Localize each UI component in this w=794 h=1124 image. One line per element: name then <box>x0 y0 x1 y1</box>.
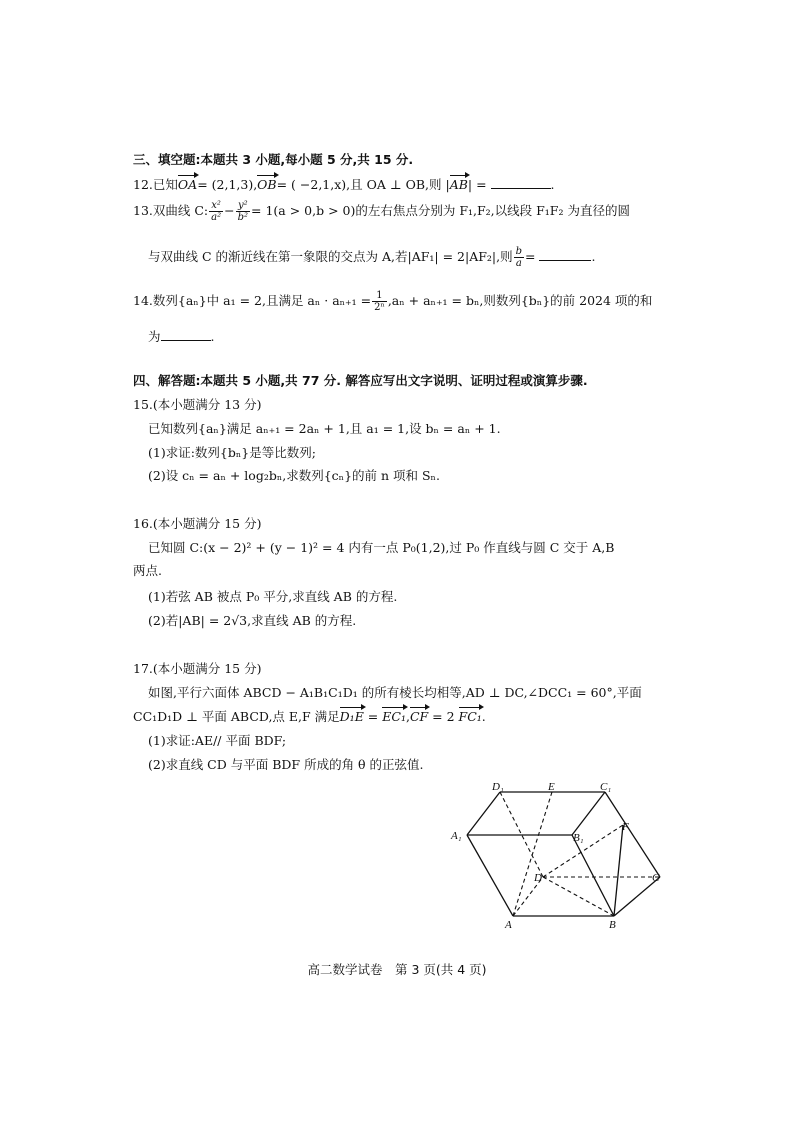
question-12 <box>133 175 555 193</box>
vector-fc1: FC₁ <box>458 709 482 724</box>
fraction-x2-a2 <box>209 200 223 223</box>
page-footer: 高二数学试卷 第 3 页(共 4 页) <box>307 962 487 977</box>
q13-a: a <box>515 258 522 269</box>
label-C1: C₁ <box>600 781 612 793</box>
q16-line-4: (2)若|AB| = 2√3,求直线 AB 的方程. <box>148 613 357 628</box>
segment-bf <box>614 825 623 916</box>
q14-line2: 为 <box>148 329 161 344</box>
label-C: C <box>652 872 660 884</box>
q12-tail: | = <box>467 177 491 192</box>
q15-title: 15.(本小题满分 13 分) <box>133 397 262 412</box>
q12-ob-value: = ( −2,1,x),且 OA ⊥ OB,则 | <box>276 177 450 192</box>
vector-cf: CF <box>409 709 429 724</box>
answer-blank-14[interactable] <box>161 339 211 341</box>
vector-ob: OB <box>257 177 277 192</box>
q12-end: . <box>550 177 555 192</box>
q14-post: ,aₙ + aₙ₊₁ = bₙ,则数列{bₙ}的前 2024 项的和 <box>387 293 653 308</box>
q17-eq2: = 2 <box>428 709 459 724</box>
question-14-line-1 <box>133 290 652 313</box>
section-4-heading: 四、解答题:本题共 5 小题,共 77 分. 解答应写出文字说明、证明过程或演算步骤. <box>133 373 588 388</box>
question-13-line-1: 13.双曲线 C: $\frac{\text{x²}}{\text{a²}}$ − $\frac{\text{y²}}{\text{b²}}$ = 1(a > 0,b > 0)的左右焦点分别为 F₁,F₂,以线段 F₁F₂ 为直径的圆 <box>133 200 630 223</box>
q13-end: . <box>591 249 596 264</box>
q17-title: 17.(本小题满分 15 分) <box>133 661 262 676</box>
label-D: D <box>534 872 542 884</box>
q17-line-2 <box>133 707 486 725</box>
q15-line-1: 已知数列{aₙ}满足 aₙ₊₁ = 2aₙ + 1,且 a₁ = 1,设 bₙ = aₙ + 1. <box>148 421 501 436</box>
vector-d1e: D₁E <box>339 709 364 724</box>
q13-b2: b² <box>237 212 249 223</box>
q12-oa-value: = (2,1,3), <box>197 177 258 192</box>
vector-ec1: EC₁ <box>382 709 406 724</box>
label-E: E <box>548 781 555 793</box>
vector-ab: AB <box>449 177 468 192</box>
edge-a1a <box>467 835 513 916</box>
q17-line-3: (1)求证:AE// 平面 BDF; <box>148 733 287 748</box>
q17-comma: , <box>405 709 410 724</box>
q14-end: . <box>210 329 215 344</box>
label-A: A <box>505 919 512 931</box>
fraction-y2-b2 <box>236 200 250 223</box>
q14-two-n: 2ⁿ <box>374 302 385 313</box>
q13-post: = 1(a > 0,b > 0)的左右焦点分别为 F₁,F₂,以线段 F₁F₂ 为直径的圆 <box>251 203 630 218</box>
q16-line-2: 两点. <box>133 563 162 578</box>
edge-d1a1 <box>467 792 500 835</box>
q15-line-2: (1)求证:数列{bₙ}是等比数列; <box>148 445 316 460</box>
label-F: F <box>622 821 629 833</box>
answer-blank-13[interactable] <box>539 259 591 261</box>
question-14-line-2 <box>148 327 215 345</box>
q16-title: 16.(本小题满分 15 分) <box>133 516 262 531</box>
label-D1: D₁ <box>492 781 504 793</box>
q12-number: 12. <box>133 177 153 192</box>
parallelepiped-figure <box>440 780 680 940</box>
fraction-b-a <box>514 246 524 269</box>
q17-line-4: (2)求直线 CD 与平面 BDF 所成的角 θ 的正弦值. <box>148 757 424 772</box>
section-3-heading: 三、填空题:本题共 3 小题,每小题 5 分,共 15 分. <box>133 152 414 167</box>
q13-y2: y² <box>236 200 250 212</box>
edge-b1c1 <box>572 792 605 835</box>
label-A1: A₁ <box>451 830 462 842</box>
label-B1: B₁ <box>573 832 584 844</box>
q14-one: 1 <box>372 290 387 302</box>
q13-x2: x² <box>209 200 223 212</box>
q14-number: 14. <box>133 293 153 308</box>
q16-line-1: 已知圆 C:(x − 2)² + (y − 1)² = 4 内有一点 P₀(1,2),过 P₀ 作直线与圆 C 交于 A,B <box>148 540 615 555</box>
vertex-labels <box>450 781 660 931</box>
fraction-1-over-2n <box>372 290 387 313</box>
q15-line-3: (2)设 cₙ = aₙ + log₂bₙ,求数列{cₙ}的前 n 项和 Sₙ. <box>148 468 440 483</box>
answer-blank-12[interactable] <box>491 187 551 189</box>
vector-oa: OA <box>177 177 198 192</box>
label-B: B <box>609 919 616 931</box>
q13-pre: 双曲线 C: <box>152 203 209 218</box>
question-13-line-2 <box>148 246 595 269</box>
q17-l2a: CC₁D₁D ⊥ 平面 ABCD,点 E,F 满足 <box>133 709 340 724</box>
q14-pre: 数列{aₙ}中 a₁ = 2,且满足 aₙ · aₙ₊₁ = <box>152 293 372 308</box>
q13-line2: 与双曲线 C 的渐近线在第一象限的交点为 A,若|AF₁| = 2|AF₂|,则 <box>148 249 513 264</box>
q17-dot: . <box>481 709 486 724</box>
segment-ae <box>513 792 552 916</box>
q16-line-3: (1)若弦 AB 被点 P₀ 平分,求直线 AB 的方程. <box>148 589 398 604</box>
q13-b: b <box>515 246 523 257</box>
edge-c1c <box>605 792 660 877</box>
q12-text: 已知 <box>152 177 178 192</box>
q13-eq: = <box>525 249 540 264</box>
q13-a2: a² <box>211 212 222 223</box>
q13-number: 13. <box>133 203 153 218</box>
q17-line-1: 如图,平行六面体 ABCD − A₁B₁C₁D₁ 的所有棱长均相等,AD ⊥ DC,∠DCC₁ = 60°,平面 <box>148 685 642 700</box>
q17-eq1: = <box>363 709 383 724</box>
